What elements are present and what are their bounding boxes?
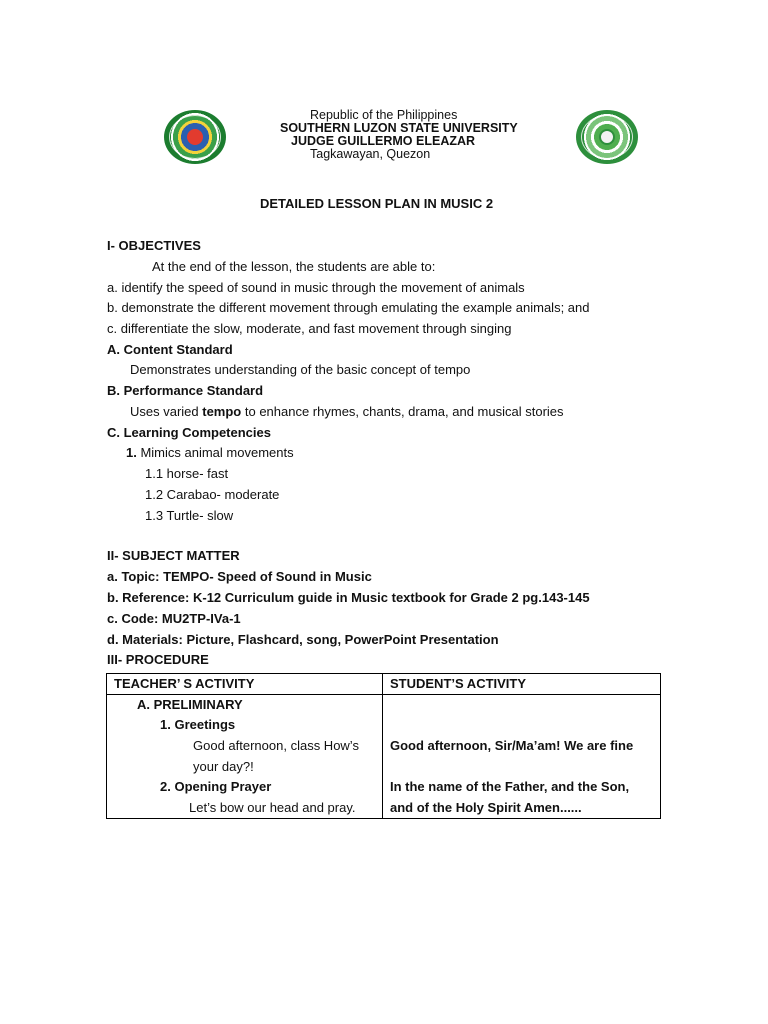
objectives-intro: At the end of the lesson, the students are able to: xyxy=(152,259,436,274)
table-header-divider xyxy=(107,694,660,695)
student-greeting: Good afternoon, Sir/Ma’am! We are fine xyxy=(390,738,634,753)
header-university: SOUTHERN LUZON STATE UNIVERSITY xyxy=(280,121,518,135)
content-standard-heading: A. Content Standard xyxy=(107,342,233,357)
competency-subitem: 1.3 Turtle- slow xyxy=(145,508,234,523)
preliminary-section: A. PRELIMINARY xyxy=(137,697,243,712)
subject-matter-heading: II- SUBJECT MATTER xyxy=(107,548,240,563)
student-activity-header: STUDENT’S ACTIVITY xyxy=(390,676,527,691)
competency-subitem: 1.2 Carabao- moderate xyxy=(145,487,280,502)
objectives-heading: I- OBJECTIVES xyxy=(107,238,201,253)
step-greetings: 1. Greetings xyxy=(160,717,236,732)
teacher-greeting-line1: Good afternoon, class How’s xyxy=(193,738,359,753)
header-campus: JUDGE GUILLERMO ELEAZAR xyxy=(291,134,476,148)
procedure-heading: III- PROCEDURE xyxy=(107,652,209,667)
competency-item: 1. Mimics animal movements xyxy=(126,445,294,460)
objective-item: a. identify the speed of sound in music through the movement of animals xyxy=(107,280,525,295)
performance-standard-text: Uses varied tempo to enhance rhymes, chants, drama, and musical stories xyxy=(130,404,564,419)
campus-seal-icon xyxy=(576,110,638,164)
subject-matter-item: a. Topic: TEMPO- Speed of Sound in Music xyxy=(107,569,372,584)
performance-standard-heading: B. Performance Standard xyxy=(107,383,264,398)
header-country: Republic of the Philippines xyxy=(310,108,458,122)
student-prayer-line1: In the name of the Father, and the Son, xyxy=(390,779,630,794)
subject-matter-item: c. Code: MU2TP-IVa-1 xyxy=(107,611,241,626)
objective-item: b. demonstrate the different movement through emulating the example animals; and xyxy=(107,300,590,315)
teacher-activity-header: TEACHER’ S ACTIVITY xyxy=(114,676,255,691)
university-seal-icon xyxy=(164,110,226,164)
teacher-greeting-line2: your day?! xyxy=(193,759,254,774)
competency-subitem: 1.1 horse- fast xyxy=(145,466,229,481)
table-column-divider xyxy=(382,674,383,818)
page-title: DETAILED LESSON PLAN IN MUSIC 2 xyxy=(260,196,494,211)
student-prayer-line2: and of the Holy Spirit Amen...... xyxy=(390,800,582,815)
subject-matter-item: d. Materials: Picture, Flashcard, song, PowerPoint Presentation xyxy=(107,632,499,647)
teacher-prayer: Let’s bow our head and pray. xyxy=(189,800,356,815)
subject-matter-item: b. Reference: K-12 Curriculum guide in Music textbook for Grade 2 pg.143-145 xyxy=(107,590,590,605)
learning-competencies-heading: C. Learning Competencies xyxy=(107,425,271,440)
procedure-table xyxy=(106,673,661,819)
content-standard-text: Demonstrates understanding of the basic concept of tempo xyxy=(130,362,471,377)
step-opening-prayer: 2. Opening Prayer xyxy=(160,779,272,794)
objective-item: c. differentiate the slow, moderate, and fast movement through singing xyxy=(107,321,512,336)
header-location: Tagkawayan, Quezon xyxy=(310,147,431,161)
